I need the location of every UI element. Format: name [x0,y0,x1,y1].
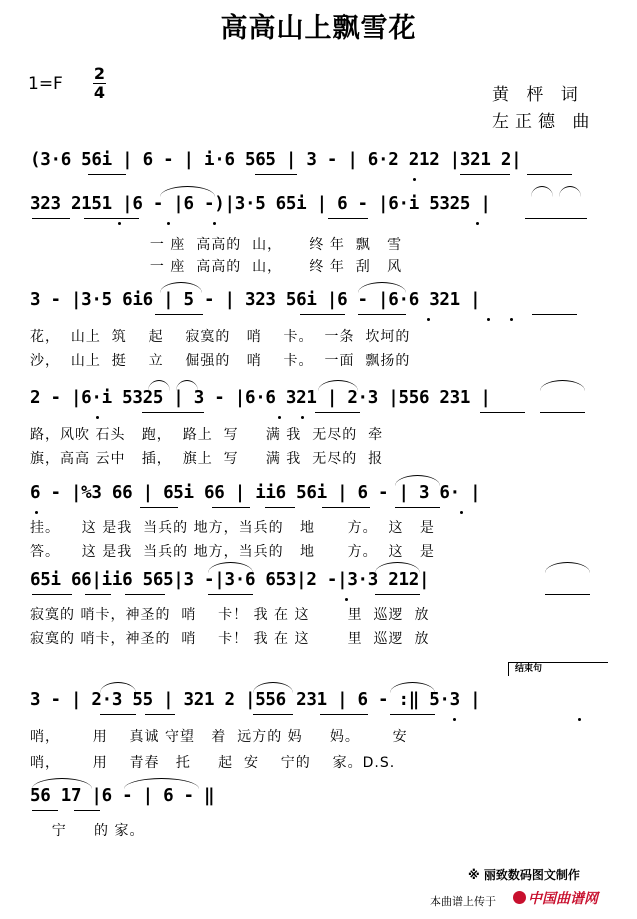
lyric-verse-2: 寂寞的 哨卡，神圣的 哨 卡！ 我 在 这 里 巡逻 放 [30,631,430,647]
octave-dot [96,416,99,419]
octave-dot [301,416,304,419]
footer-upload-text: 本曲谱上传于 [430,895,496,908]
octave-dot [35,511,38,514]
beam [527,174,572,175]
octave-dot [413,178,416,181]
octave-dot [487,318,490,321]
beam [140,507,178,508]
score-row-4 [0,388,637,498]
beam [74,810,100,811]
beam [328,218,368,219]
notation-line: (3·6 56i | 6 - | i·6 565 | 3 - | 6·2 212 |321 2| [30,150,522,170]
site-logo-icon [513,891,526,904]
lyric-verse-2: 旗，高高 云中 插， 旗上 写 满 我 无尽的 报 [30,451,384,467]
beam [315,412,360,413]
lyric-verse-2: 答。 这 是我 当兵的 地方，当兵的 地 方。 这 是 [30,544,435,560]
time-signature-bottom: 4 [93,83,106,102]
beam [532,314,577,315]
beam [145,714,175,715]
time-signature [93,66,106,101]
beam [142,412,204,413]
slur-arc [100,682,136,693]
lyric-verse-1: 路，风吹 石头 跑， 路上 写 满 我 无尽的 牵 [30,427,384,443]
beam [358,314,406,315]
beam [88,174,126,175]
octave-dot [510,318,513,321]
octave-dot [476,222,479,225]
time-signature-top: 2 [93,64,106,83]
beam [84,218,139,219]
beam [100,714,136,715]
beam [125,594,165,595]
lyric-verse-1: 哨， 用 真诚 守望 着 远方的 妈 妈。 安 [30,729,408,745]
ending-label: 结束句 [508,662,608,676]
slur-arc [253,682,293,693]
notation-line: 65i 66|ii6 565|3 -|3·6 653|2 -|3·3 212| [30,570,430,590]
lyric-verse-1: 挂。 这 是我 当兵的 地方，当兵的 地 方。 这 是 [30,520,435,536]
slur-arc [390,682,435,693]
composer-credit: 左正德 曲 [492,112,596,132]
beam [300,314,345,315]
octave-dot [278,416,281,419]
beam [395,507,440,508]
beam [540,412,585,413]
score-row-2 [0,194,637,304]
footer-made-by: ※ 丽致数码图文制作 [468,868,580,882]
score-row-3 [0,290,637,400]
key-signature: 1=F [28,74,63,94]
beam [265,507,295,508]
octave-dot [345,598,348,601]
lyricist-credit: 黄 枰 词 [492,85,584,105]
notation-line: 323 2151 |6 - |6 -)|3·5 65i | 6 - |6·i 5325 | [30,194,491,214]
beam [32,594,72,595]
notation-line: 3 - |3·5 6i6 | 5 - | 323 56i |6 - |6·6 321 | [30,290,481,310]
octave-dot [213,222,216,225]
page-title: 高高山上飘雪花 [220,13,417,44]
site-logo: 中国曲谱网 [528,891,598,907]
beam [460,174,510,175]
beam [390,714,435,715]
notation-line: 3 - | 2·3 55 | 321 2 |556 231 | 6 - :‖ 5·3 | [30,690,481,710]
beam [320,714,368,715]
beam [155,314,203,315]
beam [480,412,525,413]
score-row-7 [0,690,637,800]
notation-line: 56 17 |6 - | 6 - ‖ [30,786,215,806]
octave-dot [427,318,430,321]
notation-line: 6 - |%3 66 | 65i 66 | ii6 56i | 6 - | 3 6· | [30,483,481,503]
lyric-verse-1: 寂寞的 哨卡，神圣的 哨 卡！ 我 在 这 里 巡逻 放 [30,607,430,623]
beam [255,174,297,175]
beam [253,714,293,715]
lyric-verse-1: 一 座 高高的 山， 终 年 飘 雪 [30,237,403,253]
octave-dot [460,511,463,514]
lyric-verse-2: 沙， 山上 挺 立 倔强的 哨 卡。 一面 飘扬的 [30,353,411,369]
octave-dot [118,222,121,225]
beam [32,810,58,811]
beam [85,594,111,595]
lyric-verse-1: 花， 山上 筑 起 寂寞的 哨 卡。 一条 坎坷的 [30,329,411,345]
notation-line: 2 - |6·i 5325 | 3 - |6·6 321 | 2·3 |556 231 | [30,388,491,408]
lyric-verse-1: 宁 的 家。 [30,823,145,839]
beam [208,594,253,595]
lyric-verse-2: 哨， 用 青春 托 起 安 宁的 家。D.S. [30,755,396,771]
beam [545,594,590,595]
octave-dot [453,718,456,721]
beam [322,507,370,508]
lyric-verse-2: 一 座 高高的 山， 终 年 刮 风 [30,259,403,275]
beam [32,218,70,219]
beam [375,594,420,595]
octave-dot [167,222,170,225]
octave-dot [578,718,581,721]
beam [212,507,250,508]
beam [525,218,587,219]
